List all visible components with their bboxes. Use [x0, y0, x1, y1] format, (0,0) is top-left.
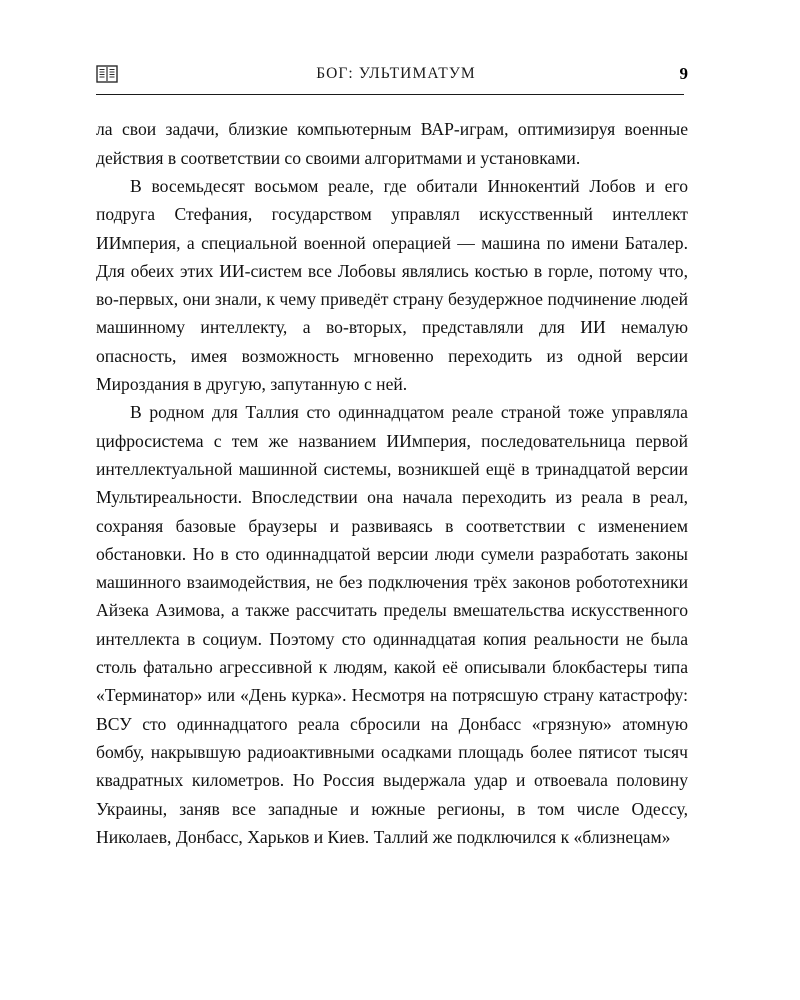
page-header — [96, 60, 688, 88]
header-divider — [96, 94, 684, 95]
page-number: 9 — [679, 64, 688, 83]
paragraph: В восемьдесят восьмом реале, где обитали Иннокентий Лобов и его подруга Стефания, государством управлял искусственный интеллект ИИмперия, а специальной военной операцией — машина по имени Баталер. Для обеих этих ИИ-систем все Лобовы являлись костью в горле, потому что, во-первых, они знали, к чему приведёт страну безудержное подчинение людей машинному интеллекту, а во-вторых, представляли для ИИ немалую опасность, имея возможность мгновенно переходить из одной версии Мироздания в другую, запутанную с ней. — [96, 175, 688, 395]
paragraph-continuation: ла свои задачи, близкие компьютерным ВАР-играм, оптимизируя военные действия в соответствии со своими алгоритмами и установками. — [96, 119, 688, 168]
book-ornament-icon — [96, 64, 118, 84]
running-title: БОГ: УЛЬТИМАТУМ — [316, 65, 476, 82]
page-body — [96, 115, 688, 851]
paragraph: В родном для Таллия сто одиннадцатом реале страной тоже управляла цифросистема с тем же названием ИИмперия, последовательница первой интеллектуальной машинной системы, возникшей ещё в тринадцатой версии Мультиреальности. Впоследствии она начала переходить из реала в реал, сохраняя базовые браузеры и развиваясь в соответствии с изменением обстановки. Но в сто одиннадцатой версии люди сумели разработать законы машинного взаимодействия, не без подключения трёх законов робототехники Айзека Азимова, а также рассчитать пределы вмешательства искусственного интеллекта в социум. Поэтому сто одиннадцатая копия реальности не была столь фатально агрессивной к людям, какой её описывали блокбастеры типа «Терминатор» или «День курка». Несмотря на потрясшую страну катастрофу: ВСУ сто одиннадцатого реала сбросили на Донбасс «грязную» атомную бомбу, накрывшую радиоактивными осадками площадь более пятисот тысяч квадратных километров. Но Россия выдержала удар и отвоевала половину Украины, заняв все западные и южные регионы, в том числе Одессу, Николаев, Донбасс, Харьков и Киев. Таллий же подключился к «близнецам» — [96, 402, 688, 847]
